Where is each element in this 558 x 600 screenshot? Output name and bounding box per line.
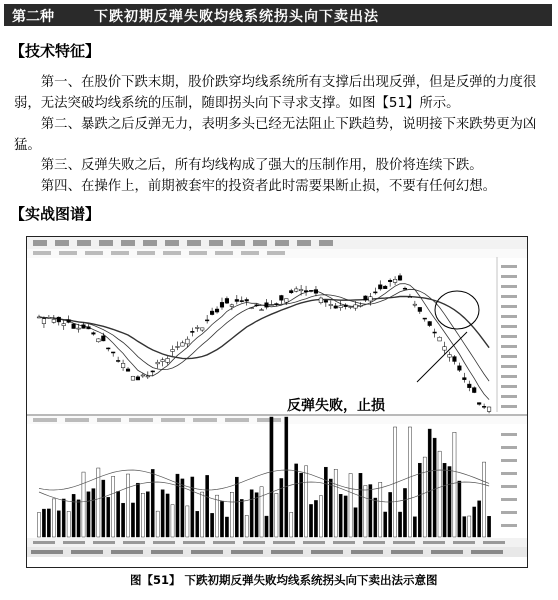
candle-body <box>280 296 284 301</box>
status-text-block <box>111 550 143 554</box>
candle-body <box>398 276 402 280</box>
info-text-block <box>33 251 51 255</box>
price-tick-label <box>501 285 517 288</box>
candle-body <box>443 347 447 350</box>
price-tick-label <box>501 315 517 318</box>
volume-bar <box>220 501 223 537</box>
volume-bar <box>126 474 129 537</box>
paragraph-1: 第一、在股价下跌末期，股价跌穿均线系统所有支撑后出现反弹，但是反弹的力度很弱，无法突破均线系统的压制，随即拐头向下寻求支撑。如图【51】所示。 <box>14 75 537 111</box>
candle-body <box>354 305 358 308</box>
volume-bar <box>478 501 481 537</box>
candle-body <box>62 324 66 326</box>
info-text-block <box>193 418 217 422</box>
info-text-block <box>137 251 155 255</box>
volume-bar <box>443 463 446 537</box>
candle-body <box>205 320 209 321</box>
volume-bar <box>265 516 268 537</box>
candle-body <box>423 318 427 319</box>
volume-bar <box>112 476 115 537</box>
status-text-block <box>231 550 263 554</box>
candle-body <box>438 337 442 341</box>
date-tick-label <box>213 541 235 544</box>
candle-body <box>220 302 224 307</box>
info-text-block <box>257 418 281 422</box>
volume-bar <box>374 498 377 537</box>
paragraph-2: 第二、暴跌之后反弹无力，表明多头已经无法阻止下跌趋势，说明接下来跌势更为凶猛。 <box>14 117 537 153</box>
toolbar-item <box>77 240 91 246</box>
candle-body <box>487 407 491 411</box>
candle-body <box>260 310 264 311</box>
candle-body <box>294 289 298 291</box>
volume-bar <box>210 513 213 537</box>
volume-bar <box>67 511 70 537</box>
candle-body <box>467 384 471 388</box>
candle-body <box>181 343 185 346</box>
volume-bar <box>275 493 278 537</box>
candle-body <box>146 376 150 377</box>
candle-body <box>314 290 318 294</box>
figure-caption: 图【51】 下跌初期反弹失败均线系统拐头向下卖出法示意图 <box>130 573 438 587</box>
toolbar-item <box>99 240 113 246</box>
info-text-block <box>59 251 77 255</box>
volume-bar <box>304 466 307 537</box>
volume-bar <box>324 467 327 537</box>
volume-bar <box>369 485 372 537</box>
volume-bar <box>201 492 204 537</box>
volume-bar <box>77 500 80 537</box>
candle-body <box>176 346 180 347</box>
annotation-arrow <box>417 332 467 382</box>
volume-bar <box>191 477 194 537</box>
volume-bar <box>72 494 75 537</box>
candle-body <box>215 309 219 312</box>
info-text-block <box>33 418 57 422</box>
volume-bar <box>156 511 159 537</box>
status-text-block <box>31 550 63 554</box>
candle-body <box>156 362 160 364</box>
toolbar-item <box>297 240 311 246</box>
date-tick-label <box>243 541 265 544</box>
info-text-block <box>85 251 103 255</box>
toolbar-item <box>143 240 157 246</box>
candle-body <box>111 352 115 353</box>
candle-body <box>334 306 338 308</box>
volume-bar <box>151 469 154 537</box>
price-tick-label <box>501 385 517 388</box>
date-tick-label <box>33 541 55 544</box>
date-tick-label <box>333 541 355 544</box>
info-text-block <box>97 418 121 422</box>
candle-body <box>299 289 303 290</box>
status-text-block <box>431 550 463 554</box>
volume-bar <box>473 507 476 537</box>
volume-bar <box>141 493 144 537</box>
candle-body <box>275 304 279 305</box>
volume-bar <box>398 512 401 537</box>
volume-bar <box>487 516 490 537</box>
status-text-block <box>311 550 343 554</box>
date-tick-label <box>123 541 145 544</box>
volume-bar <box>196 511 199 537</box>
method-title: 下跌初期反弹失败均线系统拐头向下卖出法 <box>94 9 379 25</box>
volume-bar <box>47 509 50 537</box>
candle-body <box>265 303 269 307</box>
volume-bar <box>393 427 396 537</box>
candle-body <box>186 339 190 344</box>
volume-bar <box>250 490 253 537</box>
candle-body <box>136 377 140 380</box>
toolbar-item <box>253 240 267 246</box>
moving-average-line <box>39 289 489 381</box>
volume-bar <box>309 504 312 537</box>
candle-body <box>378 285 382 289</box>
candle-body <box>428 322 432 326</box>
volume-bar <box>97 468 100 537</box>
volume-bar <box>161 490 164 537</box>
status-text-block <box>191 550 223 554</box>
paragraph-3: 第三、反弹失败之后，所有均线构成了强大的压制作用，股价将连续下跌。 <box>40 158 483 173</box>
volume-bar <box>433 438 436 537</box>
volume-bar <box>295 464 298 537</box>
volume-bar <box>339 494 342 537</box>
volume-bar <box>37 513 40 537</box>
volume-tick-label <box>501 459 517 462</box>
volume-bar <box>136 483 139 537</box>
candle-body <box>463 378 467 380</box>
candle-body <box>191 331 195 332</box>
volume-bar <box>57 511 60 537</box>
info-text-block <box>215 251 233 255</box>
candle-body <box>289 291 293 293</box>
volume-tick-label <box>501 433 517 436</box>
date-tick-label <box>483 541 505 544</box>
candle-body <box>413 304 417 305</box>
candle-body <box>418 307 422 311</box>
candle-body <box>171 349 175 351</box>
price-tick-label <box>501 395 517 398</box>
info-text-block <box>267 251 285 255</box>
volume-bar <box>319 496 322 537</box>
candle-body <box>42 319 46 324</box>
volume-bar <box>260 487 263 537</box>
candle-body <box>141 375 145 376</box>
volume-bar <box>245 515 248 537</box>
candle-body <box>195 327 199 328</box>
status-text-block <box>71 550 103 554</box>
candle-body <box>250 308 254 309</box>
candle-body <box>240 301 244 302</box>
info-text-block <box>241 251 259 255</box>
price-tick-label <box>501 275 517 278</box>
volume-bar <box>359 473 362 537</box>
volume-bar <box>344 496 347 537</box>
volume-bar <box>235 477 238 537</box>
volume-bar <box>62 499 65 537</box>
status-text-block <box>391 550 423 554</box>
volume-bar <box>117 491 120 537</box>
volume-tick-label <box>501 446 517 449</box>
volume-bar <box>314 500 317 537</box>
candle-body <box>319 298 323 303</box>
candle-body <box>200 328 204 330</box>
candle-body <box>57 317 61 322</box>
candle-body <box>77 328 81 329</box>
candle-body <box>101 336 105 341</box>
candle-body <box>339 306 343 308</box>
candle-body <box>72 324 76 329</box>
volume-bar <box>186 506 189 537</box>
info-text-block <box>189 251 207 255</box>
price-tick-label <box>501 335 517 338</box>
header-bar <box>4 4 552 26</box>
candle-body <box>344 305 348 307</box>
volume-bar <box>413 517 416 537</box>
candle-body <box>126 369 130 371</box>
candle-body <box>453 357 457 362</box>
volume-bar <box>389 492 392 537</box>
candle-body <box>87 327 91 329</box>
paragraph-4: 第四、在操作上，前期被套牢的投资者此时需要果断止损，不要有任何幻想。 <box>40 179 497 194</box>
volume-bar <box>463 517 466 537</box>
volume-bar <box>171 505 174 537</box>
volume-bar <box>483 462 486 537</box>
volume-bar <box>354 508 357 537</box>
candle-body <box>245 299 249 301</box>
volume-tick-label <box>501 498 517 501</box>
candle-body <box>225 298 229 303</box>
volume-bar <box>408 427 411 537</box>
volume-bar <box>215 495 218 537</box>
volume-bar <box>230 492 233 537</box>
date-tick-label <box>423 541 445 544</box>
chart-annotation: 反弹失败，止损 <box>287 398 385 414</box>
date-tick-label <box>273 541 295 544</box>
candle-body <box>270 305 274 306</box>
volume-bar <box>270 417 273 537</box>
chart-graphic <box>27 237 527 567</box>
moving-average-line <box>39 284 489 400</box>
candle-body <box>166 358 170 362</box>
volume-tick-label <box>501 485 517 488</box>
price-tick-label <box>501 375 517 378</box>
toolbar-item <box>55 240 69 246</box>
volume-bar <box>87 492 90 537</box>
volume-bar <box>453 432 456 537</box>
candle-body <box>403 288 407 289</box>
date-tick-label <box>303 541 325 544</box>
candle-body <box>304 291 308 292</box>
candle-body <box>324 300 328 302</box>
volume-bar <box>131 503 134 537</box>
info-text-block <box>65 418 89 422</box>
toolbar-item <box>209 240 223 246</box>
toolbar-item <box>33 240 47 246</box>
volume-bar <box>102 480 105 537</box>
section-heading-chart: 【实战图谱】 <box>10 205 101 223</box>
toolbar-item <box>231 240 245 246</box>
volume-bar <box>448 466 451 537</box>
candle-body <box>97 339 101 342</box>
volume-bar <box>146 492 149 537</box>
date-tick-label <box>63 541 85 544</box>
volume-bar <box>428 429 431 537</box>
volume-bar <box>240 499 243 537</box>
toolbar-item <box>165 240 179 246</box>
volume-bar <box>364 485 367 537</box>
toolbar-item <box>121 240 135 246</box>
volume-bar <box>423 457 426 537</box>
volume-bar <box>290 512 293 537</box>
volume-bar <box>468 516 471 537</box>
volume-bar <box>349 474 352 537</box>
volume-bar <box>121 503 124 537</box>
candle-body <box>477 403 481 405</box>
candle-body <box>408 297 412 298</box>
volume-bar <box>92 489 95 537</box>
candle-body <box>393 279 397 282</box>
price-tick-label <box>501 365 517 368</box>
method-number: 第二种 <box>12 9 54 25</box>
volume-tick-label <box>501 511 517 514</box>
price-tick-label <box>501 305 517 308</box>
candle-body <box>359 305 363 306</box>
price-tick-label <box>501 345 517 348</box>
candle-body <box>349 306 353 307</box>
info-text-block <box>225 418 249 422</box>
volume-bar <box>52 499 55 537</box>
date-tick-label <box>363 541 385 544</box>
candle-body <box>230 305 234 307</box>
price-tick-label <box>501 295 517 298</box>
volume-bar <box>458 481 461 537</box>
info-text-block <box>129 418 153 422</box>
volume-bar <box>329 479 332 537</box>
volume-bar <box>42 509 45 537</box>
volume-bar <box>82 472 85 537</box>
candle-body <box>47 317 51 318</box>
date-tick-label <box>153 541 175 544</box>
status-text-block <box>471 550 503 554</box>
price-tick-label <box>501 265 517 268</box>
section-heading-tech: 【技术特征】 <box>10 42 101 60</box>
candle-body <box>82 325 86 329</box>
volume-bar <box>166 494 169 537</box>
candle-body <box>458 366 462 370</box>
date-tick-label <box>93 541 115 544</box>
volume-tick-label <box>501 472 517 475</box>
candle-body <box>131 376 135 380</box>
candle-body <box>383 286 387 289</box>
status-text-block <box>151 550 183 554</box>
volume-tick-label <box>501 524 517 527</box>
candle-body <box>374 292 378 293</box>
candle-body <box>369 297 373 301</box>
candle-body <box>448 355 452 358</box>
info-text-block <box>111 251 129 255</box>
candle-body <box>482 406 486 407</box>
candle-body <box>388 280 392 281</box>
toolbar-item <box>187 240 201 246</box>
candle-body <box>116 360 120 361</box>
date-tick-label <box>453 541 475 544</box>
status-text-block <box>271 550 303 554</box>
volume-bar <box>438 451 441 537</box>
candle-body <box>472 388 476 393</box>
candle-body <box>433 332 437 333</box>
price-tick-label <box>501 355 517 358</box>
candle-body <box>329 304 333 305</box>
date-tick-label <box>393 541 415 544</box>
volume-bar <box>379 482 382 537</box>
candle-body <box>161 360 165 362</box>
volume-bar <box>280 478 283 537</box>
volume-bar <box>206 475 209 537</box>
volume-bar <box>225 517 228 537</box>
candle-body <box>284 299 288 303</box>
candle-body <box>52 319 56 322</box>
candle-body <box>92 333 96 334</box>
volume-bar <box>107 497 110 537</box>
info-text-block <box>163 251 181 255</box>
price-tick-label <box>501 325 517 328</box>
volume-bar <box>285 417 288 537</box>
stock-chart-screenshot <box>26 236 528 568</box>
candle-body <box>106 348 110 349</box>
candle-body <box>210 311 214 314</box>
candle-body <box>67 320 71 323</box>
candle-body <box>121 363 125 367</box>
price-tick-label <box>501 405 517 408</box>
candle-body <box>255 305 259 306</box>
candle-body <box>235 299 239 301</box>
candle-body <box>309 290 313 291</box>
toolbar-item <box>319 240 333 246</box>
volume-bar <box>403 488 406 537</box>
date-tick-label <box>183 541 205 544</box>
volume-bar <box>384 512 387 537</box>
candle-body <box>364 296 368 300</box>
volume-bar <box>334 469 337 537</box>
toolbar-item <box>275 240 289 246</box>
volume-bar <box>255 493 258 537</box>
candle-body <box>37 317 41 318</box>
candle-body <box>151 371 155 372</box>
status-text-block <box>351 550 383 554</box>
info-text-block <box>161 418 185 422</box>
